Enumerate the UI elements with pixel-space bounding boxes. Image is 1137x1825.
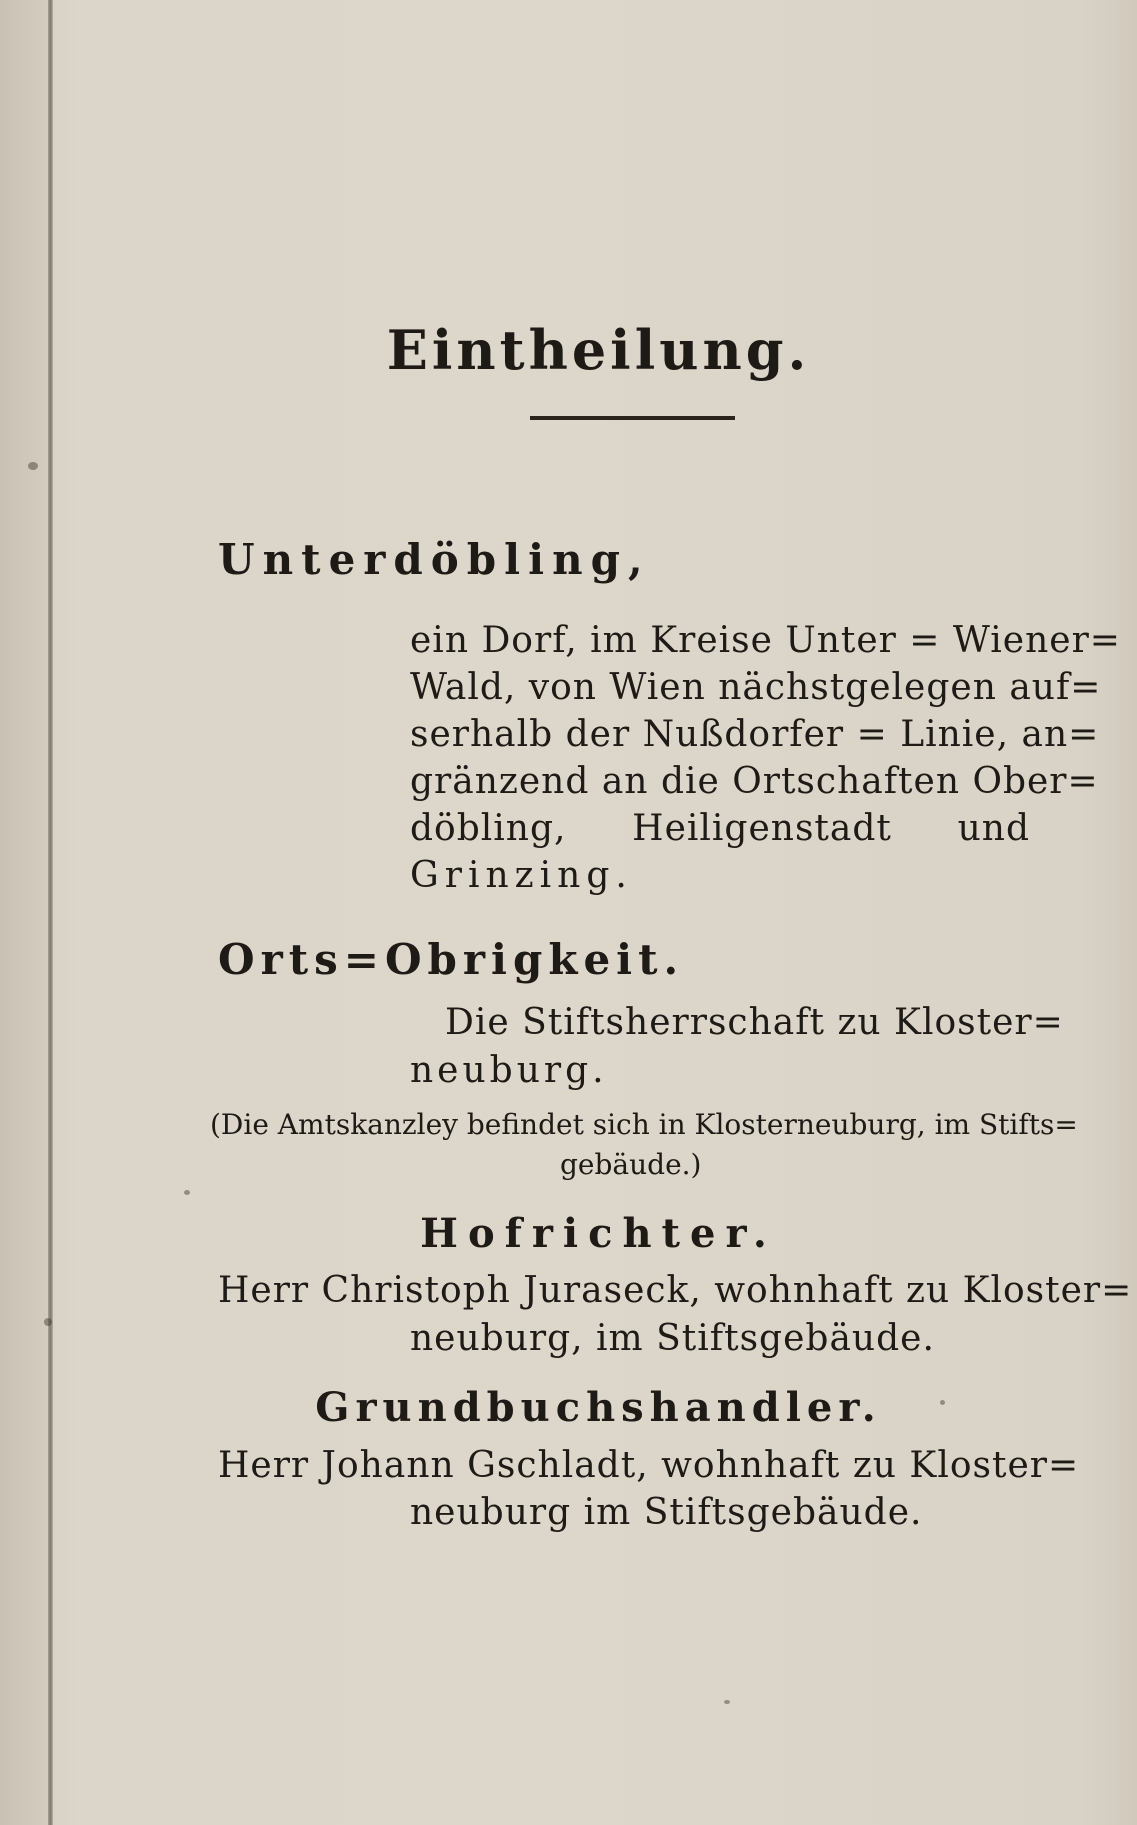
paper-speck	[724, 1700, 730, 1704]
page-gutter-line	[48, 0, 53, 1825]
place-description-line: Grinzing.	[410, 855, 633, 896]
hofrichter-heading: Hofrichter.	[420, 1210, 777, 1257]
place-description-line: Wald, von Wien nächstgelegen auf=	[410, 667, 1102, 708]
place-description-line: serhalb der Nußdorfer = Linie, an=	[410, 714, 1100, 755]
grundbuchshandler-line: Herr Johann Gschladt, wohnhaft zu Kloster=	[218, 1445, 1080, 1486]
paper-speck	[28, 462, 38, 470]
place-description-line: ein Dorf, im Kreise Unter = Wiener=	[410, 620, 1121, 661]
page-title: Eintheilung.	[386, 318, 811, 382]
page-gutter-margin	[0, 0, 48, 1825]
authority-line: neuburg.	[410, 1050, 608, 1091]
authority-note-line: (Die Amtskanzley befindet sich in Klosterneuburg, im Stifts=	[210, 1108, 1078, 1141]
authority-heading: Orts=Obrigkeit.	[218, 935, 685, 984]
paper-speck	[44, 1318, 52, 1326]
hofrichter-line: Herr Christoph Juraseck, wohnhaft zu Kloster=	[218, 1270, 1133, 1311]
grundbuchshandler-line: neuburg im Stiftsgebäude.	[410, 1492, 923, 1533]
grundbuchshandler-heading: Grundbuchshandler.	[315, 1384, 882, 1431]
hofrichter-line: neuburg, im Stiftsgebäude.	[410, 1318, 935, 1359]
place-description-line: gränzend an die Ortschaften Ober=	[410, 761, 1099, 802]
authority-line: Die Stiftsherrschaft zu Kloster=	[445, 1002, 1064, 1043]
authority-note-line: gebäude.)	[560, 1148, 702, 1181]
paper-speck	[184, 1190, 190, 1195]
place-description-line: döbling, Heiligenstadt und	[410, 808, 1030, 849]
title-rule	[530, 416, 735, 420]
place-name: Unterdöbling,	[218, 535, 651, 584]
